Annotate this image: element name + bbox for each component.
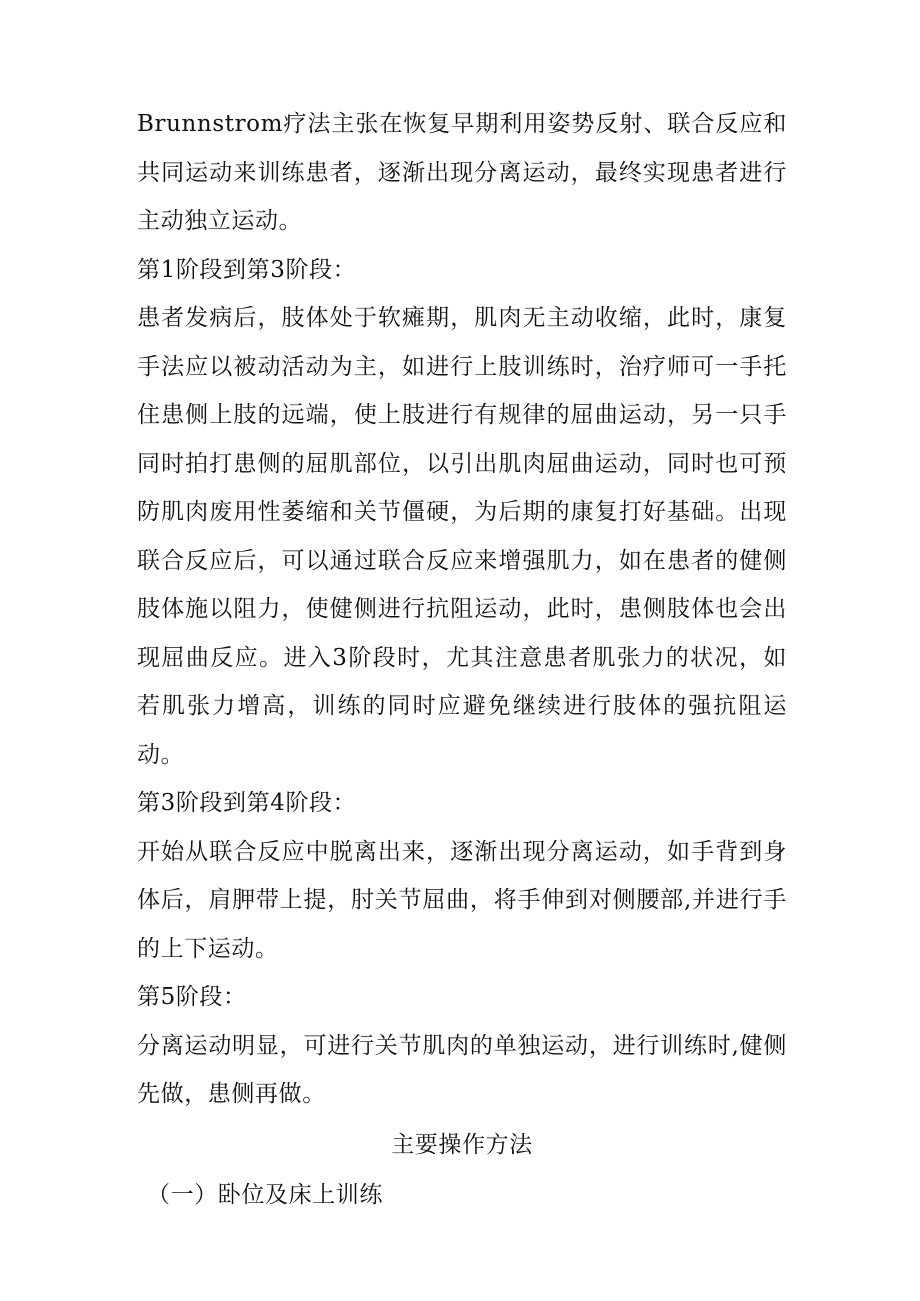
stage-3-4-paragraph: 开始从联合反应中脱离出来，逐渐出现分离运动，如手背到身体后，肩胛带上提，肘关节屈曲，将手伸到对侧腰部,并进行手的上下运动。 <box>137 838 787 962</box>
stage-1-3-heading: 第1阶段到第3阶段： <box>137 256 357 283</box>
document-body <box>137 100 787 1220</box>
section-title: 主要操作方法 <box>391 1131 533 1158</box>
stage-5-paragraph: 分离运动明显，可进行关节肌肉的单独运动，进行训练时,健侧先做，患侧再做。 <box>137 1032 787 1107</box>
stage-5-heading: 第5阶段： <box>137 984 247 1010</box>
subsection-title: （一）卧位及床上训练 <box>147 1182 383 1208</box>
stage-3-4-heading: 第3阶段到第4阶段： <box>137 790 357 816</box>
intro-paragraph: Brunnstrom疗法主张在恢复早期利用姿势反射、联合反应和共同运动来训练患者，逐渐出现分离运动，最终实现患者进行主动独立运动。 <box>137 111 787 234</box>
stage-1-3-paragraph: 患者发病后，肢体处于软瘫期，肌肉无主动收缩，此时，康复手法应以被动活动为主，如进行上肢训练时，治疗师可一手托住患侧上肢的远端，使上肢进行有规律的屈曲运动，另一只手同时拍打患侧的屈肌部位，以引出肌肉屈曲运动，同时也可预防肌肉废用性萎缩和关节僵硬，为后期的康复打好基础。出现联合反应后，可以通过联合反应来增强肌力，如在患者的健侧肢体施以阻力，使健侧进行抗阻运动，此时，患侧肢体也会出现屈曲反应。进入3阶段时，尤其注意患者肌张力的状况，如若肌张力增高，训练的同时应避免继续进行肢体的强抗阻运动。 <box>137 305 787 768</box>
